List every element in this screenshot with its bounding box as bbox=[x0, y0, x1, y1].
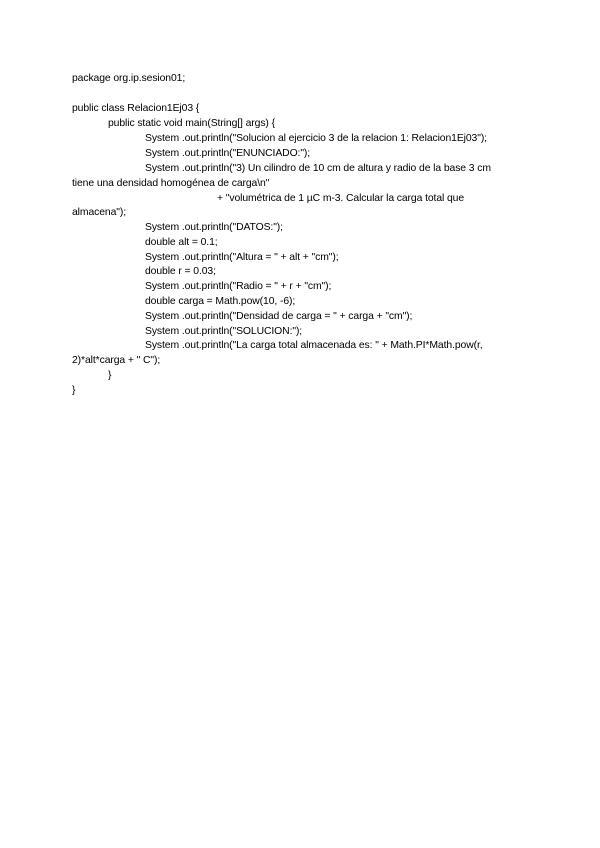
code-line-println-enunciado: System .out.println("ENUNCIADO:"); bbox=[145, 148, 311, 159]
code-line-println-title: System .out.println("Solucion al ejercicio 3 de la relacion 1: Relacion1Ej03"); bbox=[145, 133, 487, 144]
code-line-println-result: System .out.println("La carga total almacenada es: " + Math.PI*Math.pow(r, bbox=[145, 340, 483, 351]
code-line-class-decl: public class Relacion1Ej03 { bbox=[72, 103, 200, 114]
code-line-println-altura: System .out.println("Altura = " + alt + "cm"); bbox=[145, 252, 339, 263]
code-line-result-wrap: 2)*alt*carga + " C"); bbox=[72, 355, 161, 366]
code-line-close-main: } bbox=[108, 370, 112, 381]
code-line-statement-wrap-1: tiene una densidad homogénea de carga\n" bbox=[72, 178, 270, 189]
code-line-double-alt: double alt = 0.1; bbox=[145, 237, 218, 248]
code-line-main-decl: public static void main(String[] args) { bbox=[108, 118, 275, 129]
code-line-close-class: } bbox=[72, 385, 76, 396]
code-line-statement-wrap-2: almacena"); bbox=[72, 207, 126, 218]
code-line-println-datos: System .out.println("DATOS:"); bbox=[145, 222, 283, 233]
code-line-double-carga: double carga = Math.pow(10, -6); bbox=[145, 296, 296, 307]
code-line-package: package org.ip.sesion01; bbox=[72, 73, 186, 84]
code-line-println-radio: System .out.println("Radio = " + r + "cm"); bbox=[145, 281, 332, 292]
code-line-double-r: double r = 0.03; bbox=[145, 266, 216, 277]
code-line-println-solucion: System .out.println("SOLUCION:"); bbox=[145, 326, 303, 337]
code-line-println-densidad: System .out.println("Densidad de carga = " + carga + "cm"); bbox=[145, 311, 413, 322]
code-line-statement-concat: + "volumétrica de 1 µC m-3. Calcular la carga total que bbox=[217, 193, 465, 204]
code-line-println-statement: System .out.println("3) Un cilindro de 10 cm de altura y radio de la base 3 cm bbox=[145, 163, 491, 174]
